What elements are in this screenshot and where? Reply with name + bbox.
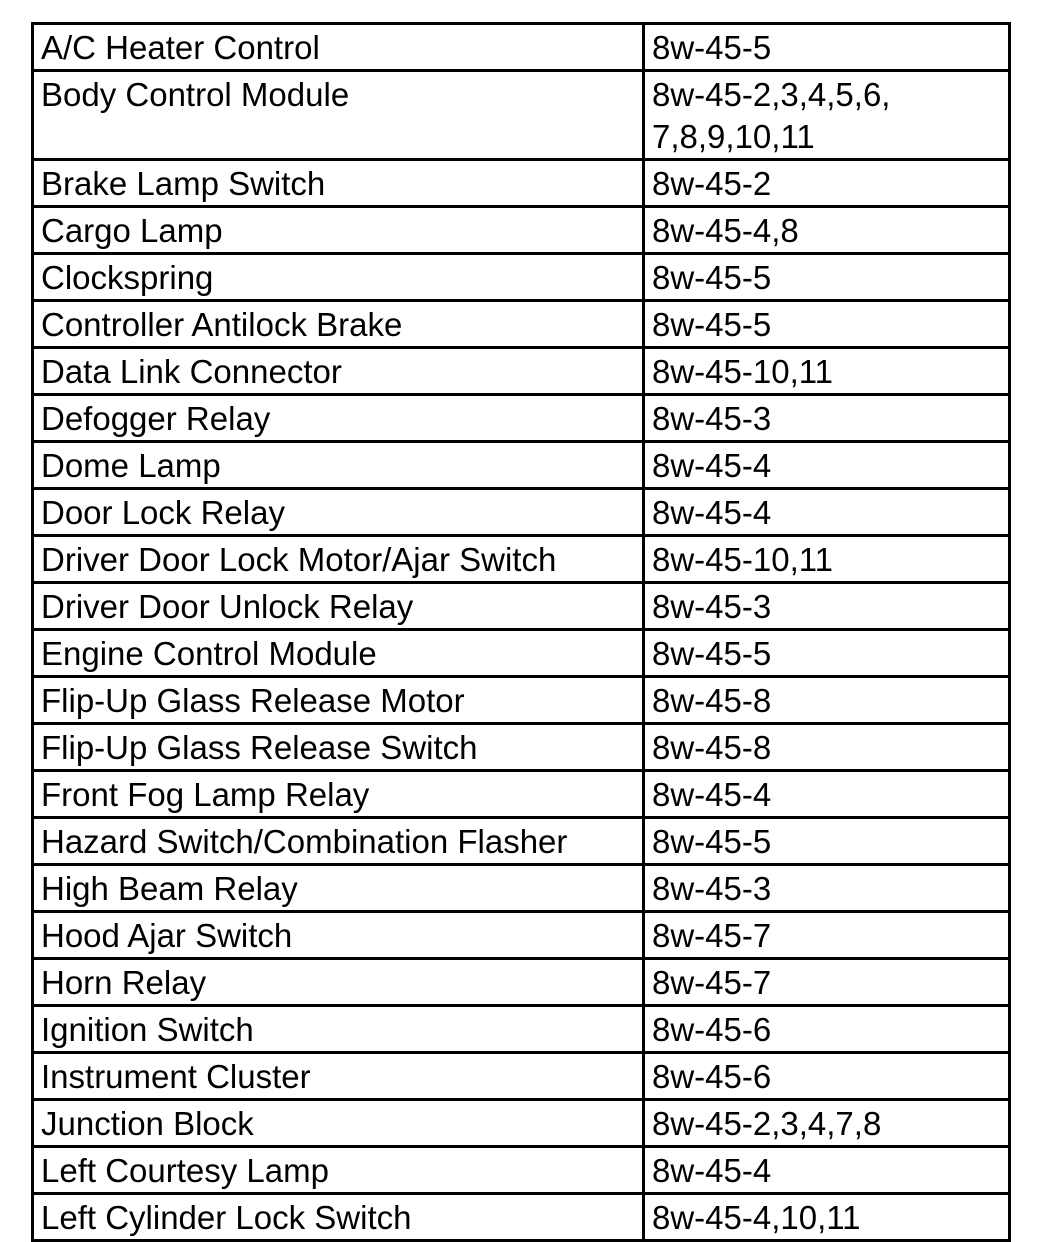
table-row xyxy=(33,536,1010,583)
page-reference-cell: 8w-45-5 xyxy=(644,301,1010,348)
table-row xyxy=(33,771,1010,818)
component-name-cell: Brake Lamp Switch xyxy=(33,160,644,207)
table-row xyxy=(33,1100,1010,1147)
component-name-cell: High Beam Relay xyxy=(33,865,644,912)
page-reference-cell: 8w-45-10,11 xyxy=(644,348,1010,395)
component-name-cell: Dome Lamp xyxy=(33,442,644,489)
page-reference-cell: 8w-45-4 xyxy=(644,1147,1010,1194)
component-name-cell: Cargo Lamp xyxy=(33,207,644,254)
page-reference-cell: 8w-45-10,11 xyxy=(644,536,1010,583)
component-name-cell: Front Fog Lamp Relay xyxy=(33,771,644,818)
page-reference-cell: 8w-45-8 xyxy=(644,724,1010,771)
table-row xyxy=(33,1006,1010,1053)
page-reference-cell: 8w-45-4 xyxy=(644,442,1010,489)
table-row xyxy=(33,71,1010,160)
table-row xyxy=(33,442,1010,489)
component-name-cell: Hazard Switch/Combination Flasher xyxy=(33,818,644,865)
page-reference-cell: 8w-45-5 xyxy=(644,24,1010,71)
page-reference-cell: 8w-45-3 xyxy=(644,865,1010,912)
page-reference-cell: 8w-45-2,3,4,7,8 xyxy=(644,1100,1010,1147)
page-reference-cell: 8w-45-5 xyxy=(644,254,1010,301)
component-name-cell: Driver Door Lock Motor/Ajar Switch xyxy=(33,536,644,583)
page-reference-cell: 8w-45-3 xyxy=(644,583,1010,630)
table-row xyxy=(33,1194,1010,1241)
table-row xyxy=(33,207,1010,254)
component-name-cell: Defogger Relay xyxy=(33,395,644,442)
page-reference-cell: 8w-45-8 xyxy=(644,677,1010,724)
page-reference-cell: 8w-45-2,3,4,5,6, 7,8,9,10,11 xyxy=(644,71,1010,160)
page-reference-cell: 8w-45-4 xyxy=(644,771,1010,818)
table-row xyxy=(33,865,1010,912)
component-name-cell: Driver Door Unlock Relay xyxy=(33,583,644,630)
page-reference-cell: 8w-45-4 xyxy=(644,489,1010,536)
page-reference-cell: 8w-45-7 xyxy=(644,912,1010,959)
component-name-cell: Ignition Switch xyxy=(33,1006,644,1053)
table-row xyxy=(33,348,1010,395)
table-row xyxy=(33,818,1010,865)
page-reference-cell: 8w-45-6 xyxy=(644,1006,1010,1053)
page-reference-cell: 8w-45-5 xyxy=(644,818,1010,865)
page-reference-cell: 8w-45-6 xyxy=(644,1053,1010,1100)
component-name-cell: Door Lock Relay xyxy=(33,489,644,536)
page-reference-cell: 8w-45-2 xyxy=(644,160,1010,207)
component-name-cell: Body Control Module xyxy=(33,71,644,160)
component-name-cell: Flip-Up Glass Release Motor xyxy=(33,677,644,724)
component-name-cell: Controller Antilock Brake xyxy=(33,301,644,348)
table-row xyxy=(33,630,1010,677)
table-row xyxy=(33,395,1010,442)
page-reference-cell: 8w-45-5 xyxy=(644,630,1010,677)
component-name-cell: Engine Control Module xyxy=(33,630,644,677)
table-row xyxy=(33,677,1010,724)
component-name-cell: Horn Relay xyxy=(33,959,644,1006)
table-row xyxy=(33,583,1010,630)
page-reference-cell: 8w-45-3 xyxy=(644,395,1010,442)
table-row xyxy=(33,1053,1010,1100)
page-reference-cell: 8w-45-4,10,11 xyxy=(644,1194,1010,1241)
component-name-cell: Instrument Cluster xyxy=(33,1053,644,1100)
page-reference-cell: 8w-45-7 xyxy=(644,959,1010,1006)
component-index-table xyxy=(31,22,1011,1242)
component-name-cell: Left Cylinder Lock Switch xyxy=(33,1194,644,1241)
component-name-cell: A/C Heater Control xyxy=(33,24,644,71)
table-row xyxy=(33,489,1010,536)
component-name-cell: Flip-Up Glass Release Switch xyxy=(33,724,644,771)
table-row xyxy=(33,160,1010,207)
table-row xyxy=(33,724,1010,771)
component-index-body xyxy=(33,24,1010,1241)
component-name-cell: Clockspring xyxy=(33,254,644,301)
component-name-cell: Data Link Connector xyxy=(33,348,644,395)
table-row xyxy=(33,24,1010,71)
component-name-cell: Hood Ajar Switch xyxy=(33,912,644,959)
table-row xyxy=(33,301,1010,348)
table-row xyxy=(33,254,1010,301)
table-row xyxy=(33,912,1010,959)
page-reference-cell: 8w-45-4,8 xyxy=(644,207,1010,254)
component-name-cell: Left Courtesy Lamp xyxy=(33,1147,644,1194)
table-row xyxy=(33,1147,1010,1194)
component-name-cell: Junction Block xyxy=(33,1100,644,1147)
table-row xyxy=(33,959,1010,1006)
